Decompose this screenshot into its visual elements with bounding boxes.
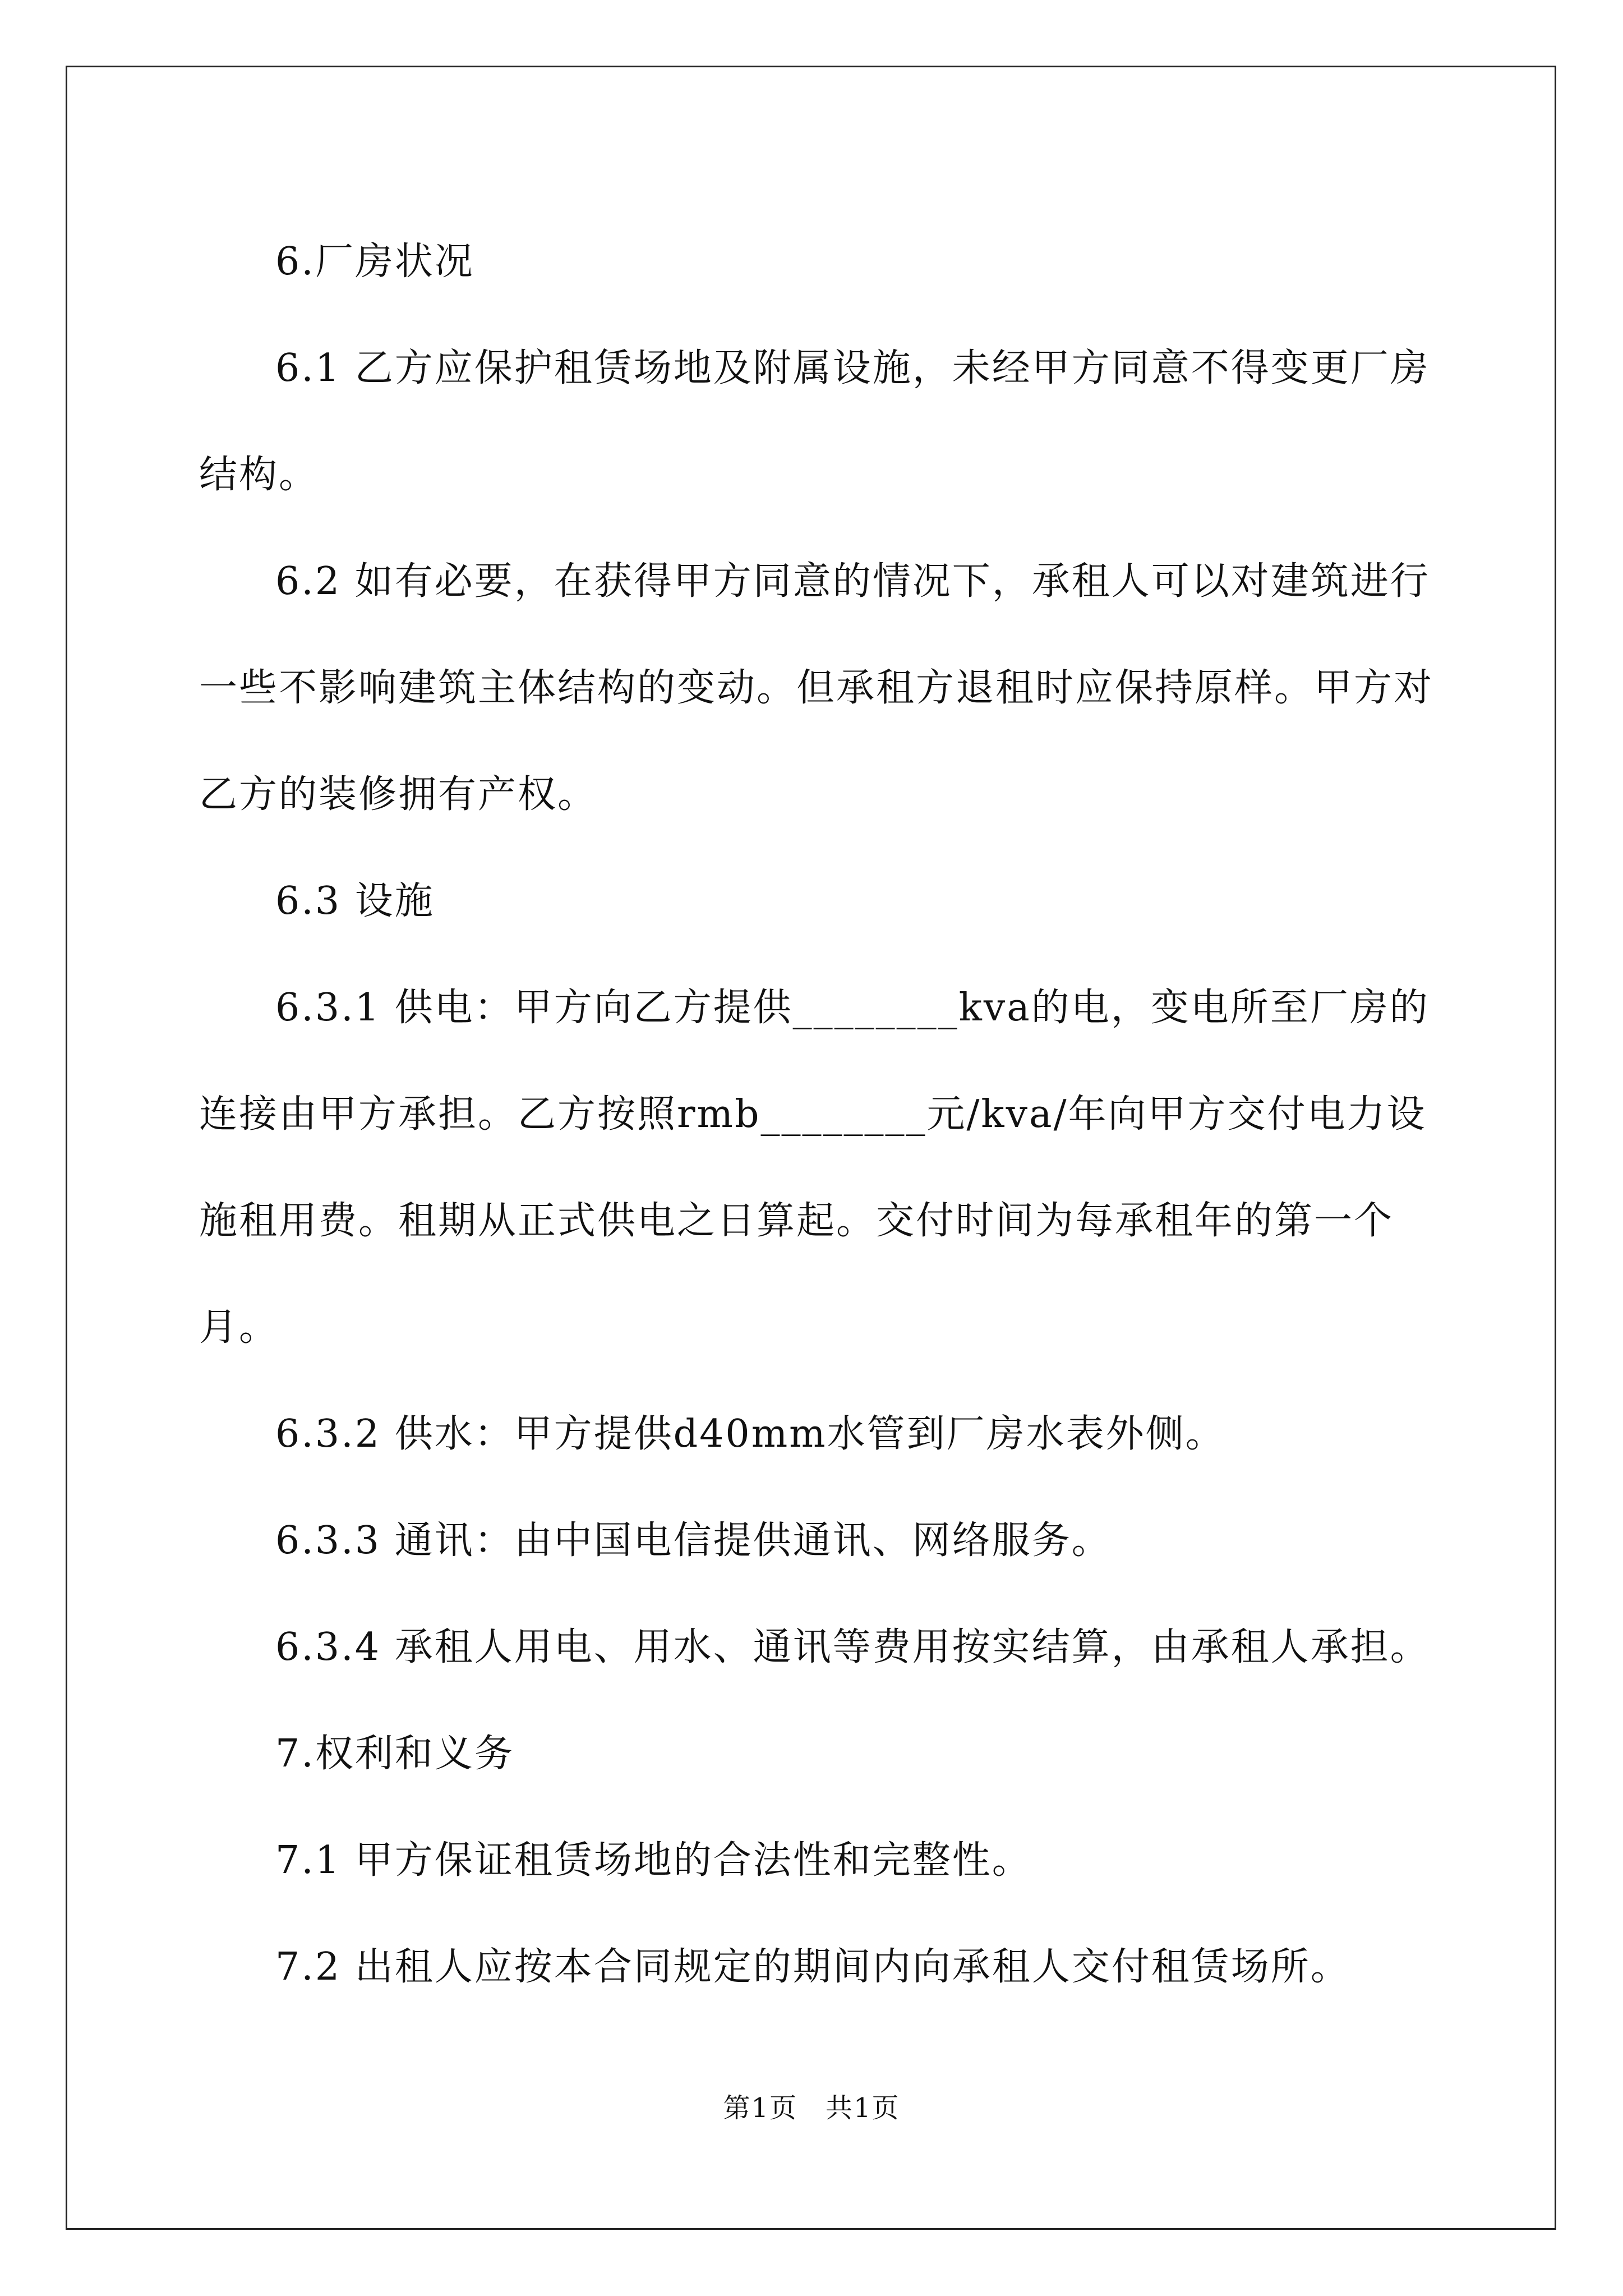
clause-6-2: 6.2 如有必要，在获得甲方同意的情况下，承租人可以对建筑进行一些不影响建筑主体结构的变动。但承租方退租时应保持原样。甲方对乙方的装修拥有产权。 xyxy=(199,559,1434,817)
page-footer: 第1页 共1页 xyxy=(723,2092,900,2124)
clause-6-3-2: 6.3.2 供水：甲方提供d40mm水管到厂房水表外侧。 xyxy=(275,1412,1225,1456)
clause-7-2: 7.2 出租人应按本合同规定的期间内向承租人交付租赁场所。 xyxy=(275,1945,1350,1989)
clause-6-3-4: 6.3.4 承租人用电、用水、通讯等费用按实结算，由承租人承担。 xyxy=(275,1625,1430,1669)
section-heading-7: 7.权利和义务 xyxy=(275,1732,514,1776)
document-body xyxy=(199,209,1455,2021)
clause-6-3-3: 6.3.3 通讯：由中国电信提供通讯、网络服务。 xyxy=(275,1519,1112,1563)
clause-6-1: 6.1 乙方应保护租赁场地及附属设施，未经甲方同意不得变更厂房结构。 xyxy=(199,346,1430,497)
clause-6-3: 6.3 设施 xyxy=(275,879,435,923)
section-heading-6: 6.厂房状况 xyxy=(275,240,474,284)
clause-7-1: 7.1 甲方保证租赁场地的合法性和完整性。 xyxy=(275,1838,1032,1883)
clause-6-3-1: 6.3.1 供电：甲方向乙方提供________kva的电，变电所至厂房的连接由甲方承担。乙方按照rmb________元/kva/年向甲方交付电力设施租用费。租期从正式供电之日算起。交付时间为每承租年的第一个月。 xyxy=(199,986,1430,1350)
